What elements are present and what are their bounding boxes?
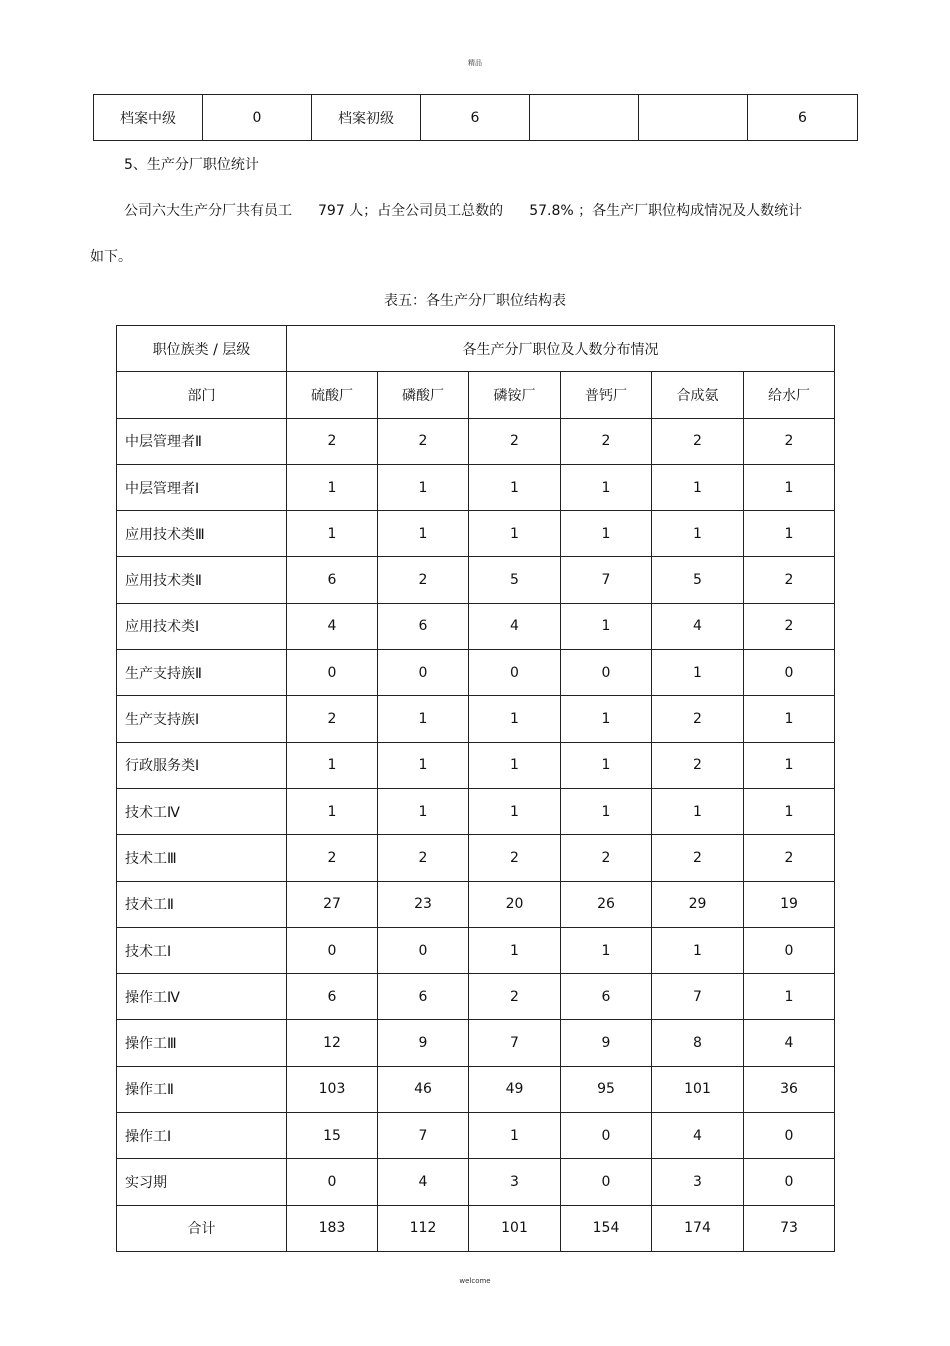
table-cell: 1 xyxy=(744,788,835,834)
table-cell: 0 xyxy=(744,1159,835,1205)
table-cell: 6 xyxy=(378,974,469,1020)
table-cell: 1 xyxy=(652,788,744,834)
table-cell: 1 xyxy=(469,927,561,973)
table-cell: 6 xyxy=(287,974,378,1020)
row-label: 技术工Ⅱ xyxy=(117,881,287,927)
table-row xyxy=(117,788,835,834)
table-cell: 2 xyxy=(652,742,744,788)
table-cell: 0 xyxy=(561,1113,652,1159)
total-cell: 154 xyxy=(561,1205,652,1251)
table-cell: 23 xyxy=(378,881,469,927)
table-cell: 1 xyxy=(744,696,835,742)
row-label: 应用技术类Ⅱ xyxy=(117,557,287,603)
table-cell: 2 xyxy=(287,418,378,464)
table-cell: 2 xyxy=(652,835,744,881)
corner-header: 职位族类 / 层级 xyxy=(117,326,287,372)
table-caption: 表五：各生产分厂职位结构表 xyxy=(384,293,566,309)
table-header-row xyxy=(117,326,835,372)
table-cell: 0 xyxy=(744,1113,835,1159)
table-cell: 95 xyxy=(561,1066,652,1112)
table-cell: 0 xyxy=(561,1159,652,1205)
span-header: 各生产分厂职位及人数分布情况 xyxy=(287,326,835,372)
table-cell: 1 xyxy=(378,696,469,742)
table-cell: 19 xyxy=(744,881,835,927)
table-cell: 4 xyxy=(652,603,744,649)
total-label: 合计 xyxy=(117,1205,287,1251)
table-cell: 6 xyxy=(421,95,530,141)
table-cell: 2 xyxy=(744,418,835,464)
table-cell: 101 xyxy=(652,1066,744,1112)
table-cell: 7 xyxy=(469,1020,561,1066)
total-cell: 73 xyxy=(744,1205,835,1251)
table-cell: 29 xyxy=(652,881,744,927)
table-row xyxy=(117,511,835,557)
table-cell: 7 xyxy=(378,1113,469,1159)
employee-percent: 57.8% xyxy=(529,203,574,219)
table-cell: 103 xyxy=(287,1066,378,1112)
table-cell: 2 xyxy=(378,418,469,464)
table-cell: 49 xyxy=(469,1066,561,1112)
table-cell: 1 xyxy=(561,696,652,742)
row-label: 中层管理者Ⅰ xyxy=(117,464,287,510)
row-label: 操作工Ⅱ xyxy=(117,1066,287,1112)
para-text: 公司六大生产分厂共有员工 xyxy=(124,203,292,219)
row-label: 实习期 xyxy=(117,1159,287,1205)
table-cell: 12 xyxy=(287,1020,378,1066)
table-cell: 0 xyxy=(744,650,835,696)
table-cell: 1 xyxy=(469,696,561,742)
table-cell xyxy=(530,95,639,141)
table-cell: 档案中级 xyxy=(94,95,203,141)
table-cell: 1 xyxy=(561,927,652,973)
table-cell: 2 xyxy=(378,557,469,603)
dept-label: 部门 xyxy=(117,372,287,418)
table-cell: 1 xyxy=(378,788,469,834)
table-cell: 1 xyxy=(744,464,835,510)
section-heading: 5、生产分厂职位统计 xyxy=(124,157,259,173)
table-row xyxy=(117,1113,835,1159)
table-cell: 3 xyxy=(469,1159,561,1205)
table-cell: 1 xyxy=(652,511,744,557)
table-cell: 4 xyxy=(652,1113,744,1159)
table-cell: 9 xyxy=(561,1020,652,1066)
row-label: 技术工Ⅲ xyxy=(117,835,287,881)
plant-header-row xyxy=(117,372,835,418)
table-row xyxy=(117,650,835,696)
total-cell: 101 xyxy=(469,1205,561,1251)
row-label: 操作工Ⅳ xyxy=(117,974,287,1020)
summary-paragraph xyxy=(124,200,844,220)
total-cell: 112 xyxy=(378,1205,469,1251)
table-row xyxy=(117,1159,835,1205)
row-label: 操作工Ⅰ xyxy=(117,1113,287,1159)
table-cell: 1 xyxy=(378,464,469,510)
table-cell: 3 xyxy=(652,1159,744,1205)
table-cell: 0 xyxy=(287,1159,378,1205)
table-cell: 1 xyxy=(561,742,652,788)
row-label: 应用技术类Ⅰ xyxy=(117,603,287,649)
table-cell: 46 xyxy=(378,1066,469,1112)
table-cell: 1 xyxy=(652,464,744,510)
table-cell: 1 xyxy=(561,603,652,649)
table-cell: 1 xyxy=(652,927,744,973)
table-row xyxy=(117,742,835,788)
table-row xyxy=(117,1066,835,1112)
table-cell: 1 xyxy=(378,511,469,557)
table-cell: 5 xyxy=(652,557,744,603)
table-cell: 1 xyxy=(287,788,378,834)
table-cell: 0 xyxy=(744,927,835,973)
table-cell: 0 xyxy=(469,650,561,696)
row-label: 生产支持族Ⅱ xyxy=(117,650,287,696)
total-cell: 183 xyxy=(287,1205,378,1251)
table-cell: 6 xyxy=(287,557,378,603)
table-cell: 36 xyxy=(744,1066,835,1112)
table-row xyxy=(117,464,835,510)
table-cell: 4 xyxy=(287,603,378,649)
table-cell: 27 xyxy=(287,881,378,927)
table-cell: 2 xyxy=(652,696,744,742)
table-cell: 2 xyxy=(561,835,652,881)
table-cell: 1 xyxy=(287,742,378,788)
table-cell: 1 xyxy=(652,650,744,696)
table-cell: 2 xyxy=(561,418,652,464)
table-cell: 2 xyxy=(744,835,835,881)
table-row xyxy=(117,974,835,1020)
table-cell: 2 xyxy=(378,835,469,881)
table-row xyxy=(94,95,858,141)
plant-header: 普钙厂 xyxy=(561,372,652,418)
table-row xyxy=(117,696,835,742)
table-cell: 1 xyxy=(469,788,561,834)
table-cell: 0 xyxy=(203,95,312,141)
table-cell: 0 xyxy=(561,650,652,696)
table-row xyxy=(117,603,835,649)
plant-header: 磷酸厂 xyxy=(378,372,469,418)
table-cell: 1 xyxy=(469,464,561,510)
row-label: 中层管理者Ⅱ xyxy=(117,418,287,464)
table-cell: 5 xyxy=(469,557,561,603)
table-cell: 2 xyxy=(652,418,744,464)
total-row xyxy=(117,1205,835,1251)
table-row xyxy=(117,881,835,927)
table-row xyxy=(117,1020,835,1066)
table-cell: 2 xyxy=(469,835,561,881)
plant-position-table xyxy=(116,325,835,1252)
row-label: 行政服务类Ⅰ xyxy=(117,742,287,788)
table-cell: 2 xyxy=(744,557,835,603)
table-cell: 档案初级 xyxy=(312,95,421,141)
table-cell: 2 xyxy=(469,974,561,1020)
table-cell: 6 xyxy=(378,603,469,649)
table-cell: 1 xyxy=(561,511,652,557)
table-cell: 1 xyxy=(287,464,378,510)
table-cell: 9 xyxy=(378,1020,469,1066)
table-cell: 1 xyxy=(469,742,561,788)
table-cell: 1 xyxy=(744,742,835,788)
table-cell: 1 xyxy=(561,464,652,510)
table-cell: 1 xyxy=(287,511,378,557)
table-cell xyxy=(639,95,748,141)
table-cell: 2 xyxy=(287,696,378,742)
header-watermark: 精品 xyxy=(468,59,482,67)
table-cell: 1 xyxy=(469,1113,561,1159)
table-row xyxy=(117,557,835,603)
row-label: 生产支持族Ⅰ xyxy=(117,696,287,742)
table-cell: 1 xyxy=(744,974,835,1020)
table-row xyxy=(117,927,835,973)
table-cell: 0 xyxy=(378,650,469,696)
plant-header: 合成氨 xyxy=(652,372,744,418)
plant-header: 磷铵厂 xyxy=(469,372,561,418)
table-cell: 4 xyxy=(744,1020,835,1066)
table-cell: 6 xyxy=(561,974,652,1020)
table-cell: 2 xyxy=(744,603,835,649)
table-row xyxy=(117,835,835,881)
table-cell: 1 xyxy=(561,788,652,834)
archive-level-table xyxy=(93,94,858,141)
table-cell: 1 xyxy=(469,511,561,557)
table-cell: 2 xyxy=(287,835,378,881)
table-cell: 0 xyxy=(287,927,378,973)
employee-count: 797 xyxy=(318,203,345,219)
row-label: 技术工Ⅳ xyxy=(117,788,287,834)
plant-header: 硫酸厂 xyxy=(287,372,378,418)
table-cell: 0 xyxy=(378,927,469,973)
footer-watermark: welcome xyxy=(459,1277,491,1285)
table-cell: 7 xyxy=(652,974,744,1020)
table-cell: 6 xyxy=(748,95,858,141)
para-text: 人；占全公司员工总数的 xyxy=(349,203,504,219)
table-cell: 7 xyxy=(561,557,652,603)
table-cell: 15 xyxy=(287,1113,378,1159)
table-cell: 1 xyxy=(378,742,469,788)
row-label: 操作工Ⅲ xyxy=(117,1020,287,1066)
table-cell: 4 xyxy=(469,603,561,649)
row-label: 技术工Ⅰ xyxy=(117,927,287,973)
table-cell: 20 xyxy=(469,881,561,927)
table-cell: 8 xyxy=(652,1020,744,1066)
table-cell: 4 xyxy=(378,1159,469,1205)
table-cell: 1 xyxy=(744,511,835,557)
total-cell: 174 xyxy=(652,1205,744,1251)
table-row xyxy=(117,418,835,464)
plant-header: 给水厂 xyxy=(744,372,835,418)
table-cell: 26 xyxy=(561,881,652,927)
summary-paragraph-continuation: 如下。 xyxy=(90,249,132,265)
table-cell: 2 xyxy=(469,418,561,464)
table-cell: 0 xyxy=(287,650,378,696)
para-text: ；各生产厂职位构成情况及人数统计 xyxy=(578,203,803,219)
row-label: 应用技术类Ⅲ xyxy=(117,511,287,557)
